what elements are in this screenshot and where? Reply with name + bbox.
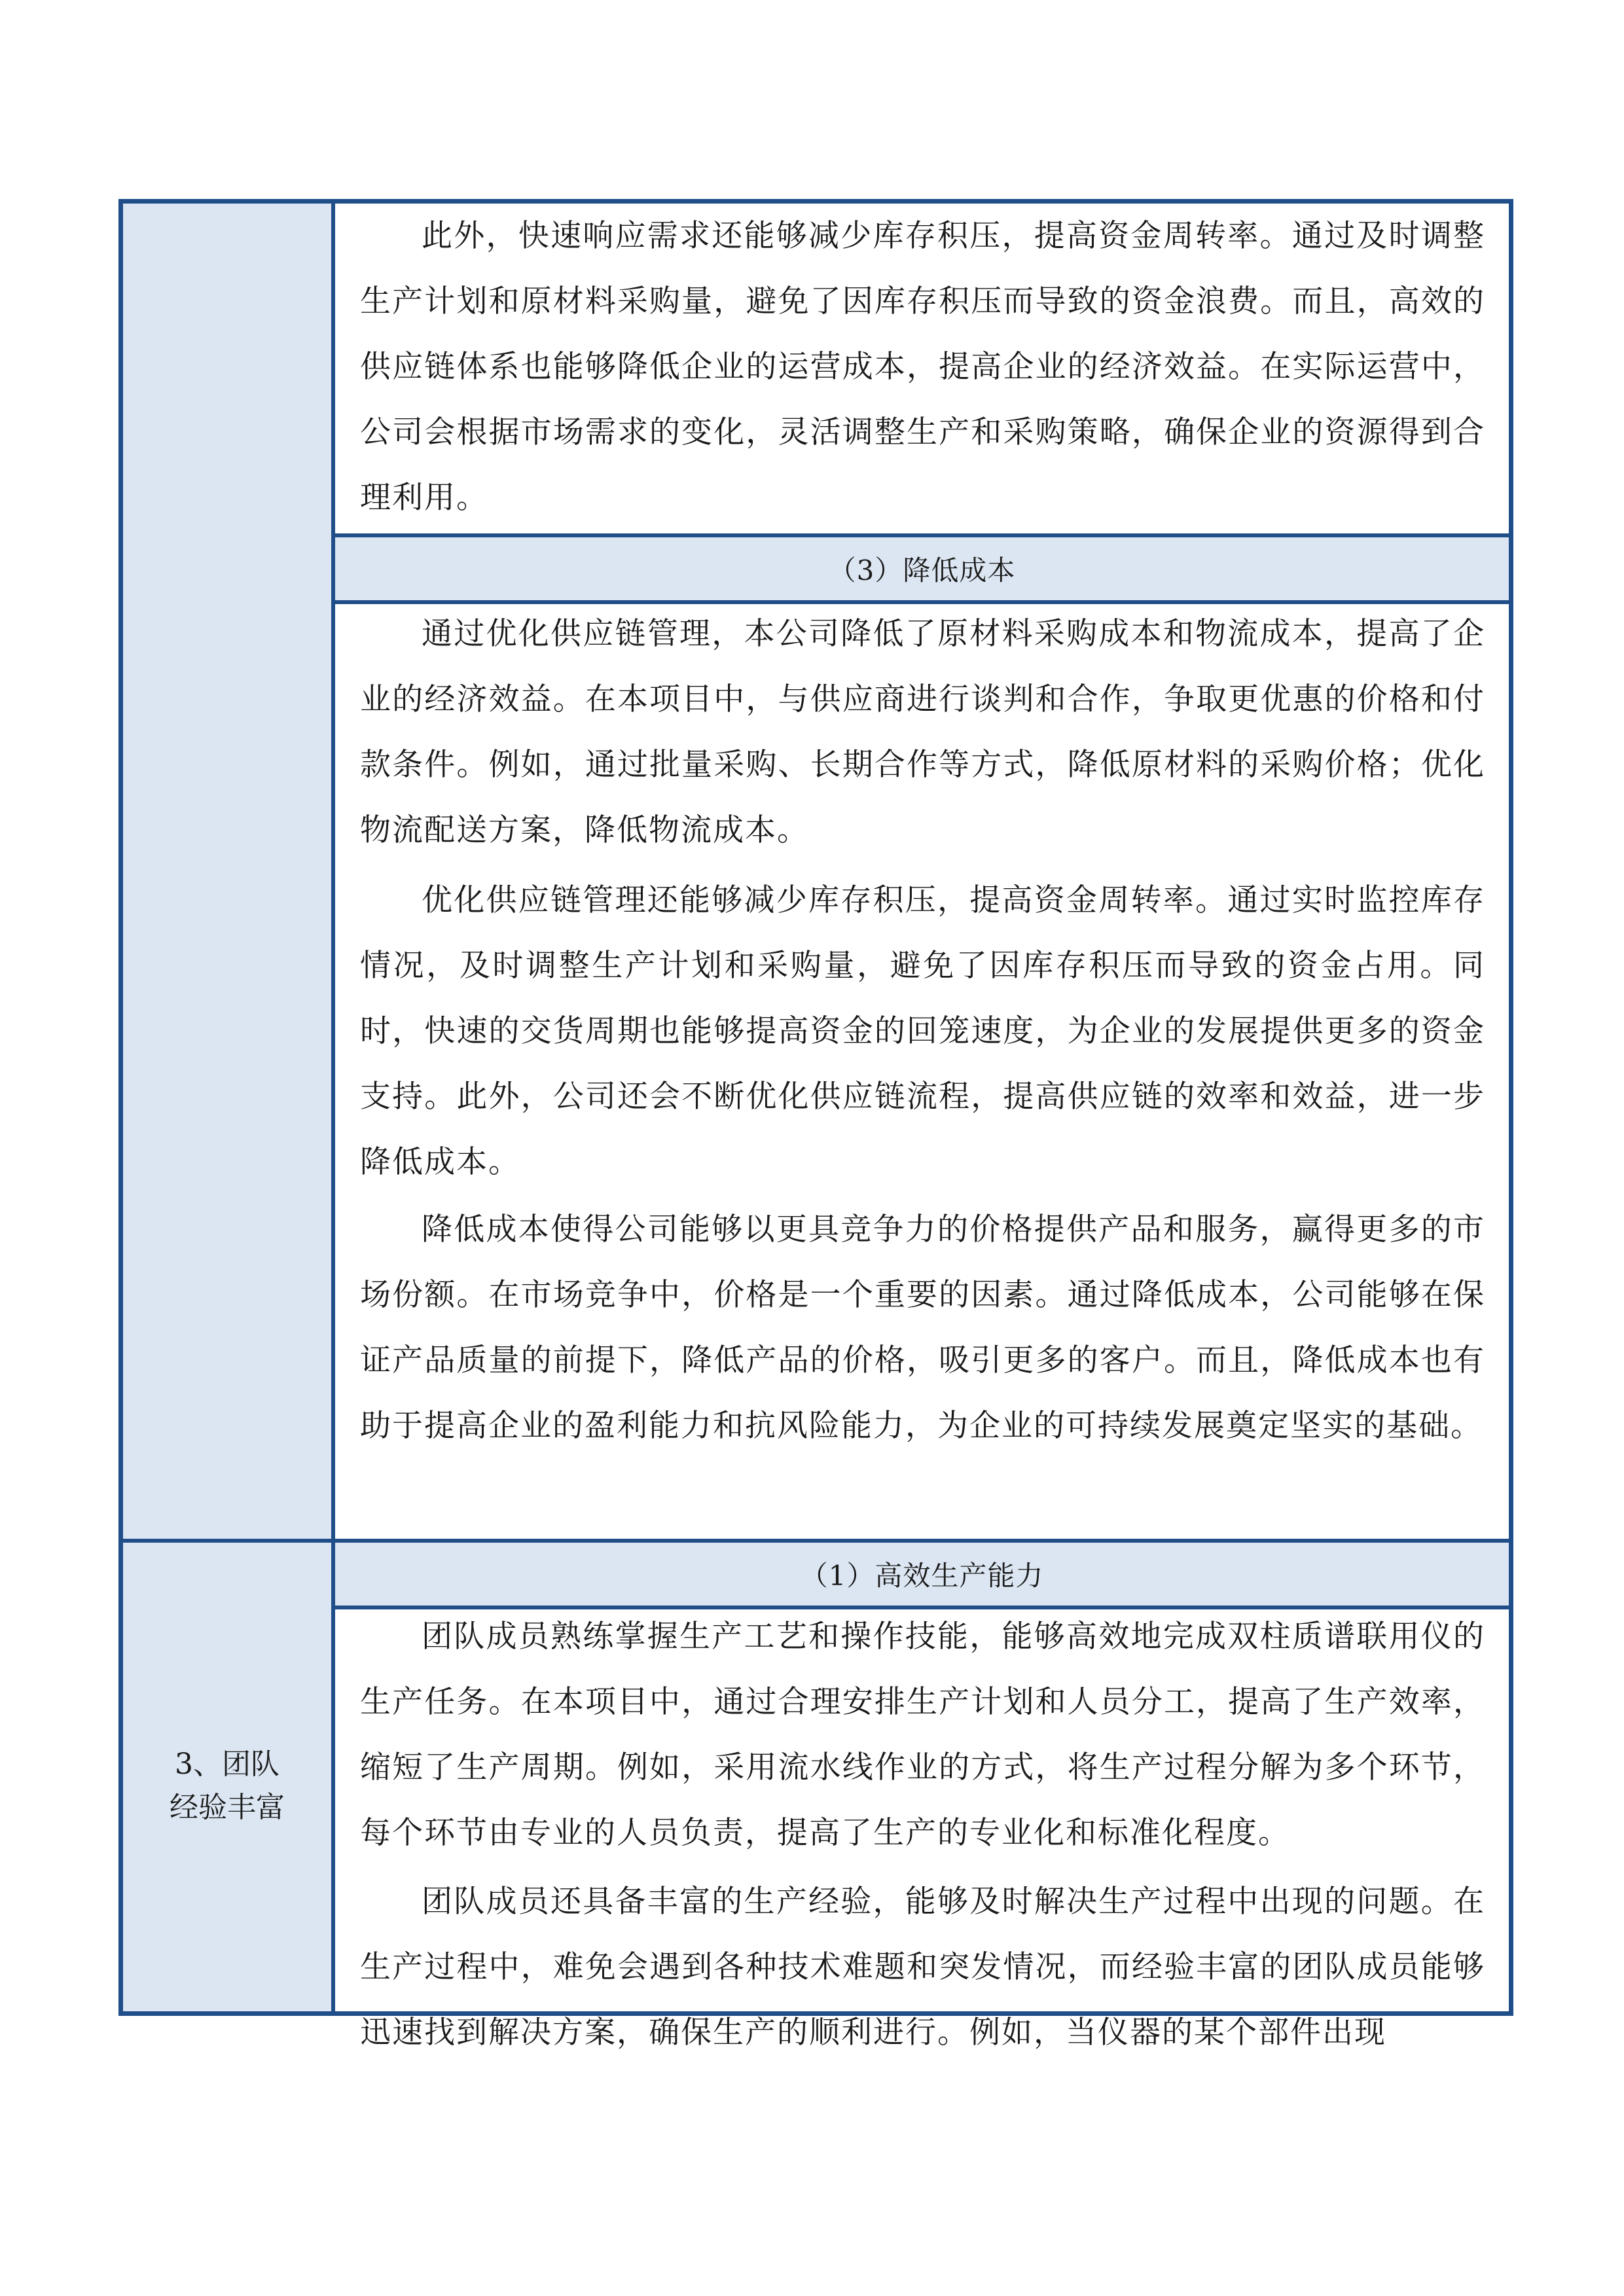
row-label-team: 3、团队经验丰富: [170, 1748, 285, 1824]
row-divider-1: [335, 533, 1509, 537]
row-divider-3: [123, 1539, 1509, 1543]
paragraph-cost-1: 通过优化供应链管理，本公司降低了原材料采购成本和物流成本，提高了企业的经济效益。在本项目中，与供应商进行谈判和合作，争取更优惠的价格和付款条件。例如，通过批量采购、长期合作等方式，降低原材料的采购价格；优化物流配送方案，降低物流成本。: [360, 616, 1485, 848]
paragraph-cost-2: 优化供应链管理还能够减少库存积压，提高资金周转率。通过实时监控库存情况，及时调整生产计划和采购量，避免了因库存积压而导致的资金占用。同时，快速的交货周期也能够提高资金的回笼速度，为企业的发展提供更多的资金支持。此外，公司还会不断优化供应链流程，提高供应链的效率和效益，进一步降低成本。: [360, 882, 1485, 1180]
paragraph-team-2: 团队成员还具备丰富的生产经验，能够及时解决生产过程中出现的问题。在生产过程中，难免会遇到各种技术难题和突发情况，而经验丰富的团队成员能够迅速找到解决方案，确保生产的顺利进行。例如，当仪器的某个部件出现: [360, 1884, 1485, 2051]
left-cell-continuation: [123, 204, 331, 1539]
heading-efficient-production: [335, 1543, 1509, 1605]
heading-cost-reduction-text: （3）降低成本: [828, 554, 1016, 586]
paragraph-team-1: 团队成员熟练掌握生产工艺和操作技能，能够高效地完成双柱质谱联用仪的生产任务。在本项目中，通过合理安排生产计划和人员分工，提高了生产效率，缩短了生产周期。例如，采用流水线作业的方式，将生产过程分解为多个环节，每个环节由专业的人员负责，提高了生产的专业化和标准化程度。: [360, 1619, 1485, 1851]
heading-cost-reduction: [335, 537, 1509, 600]
column-divider: [331, 204, 335, 2011]
heading-efficient-production-text: （1）高效生产能力: [800, 1560, 1044, 1592]
paragraph-cost-3: 降低成本使得公司能够以更具竞争力的价格提供产品和服务，赢得更多的市场份额。在市场竞争中，价格是一个重要的因素。通过降低成本，公司能够在保证产品质量的前提下，降低产品的价格，吸引更多的客户。而且，降低成本也有助于提高企业的盈利能力和抗风险能力，为企业的可持续发展奠定坚实的基础。: [360, 1211, 1485, 1444]
content-table: [118, 199, 1513, 2051]
paragraph-rapid-response: 此外，快速响应需求还能够减少库存积压，提高资金周转率。通过及时调整生产计划和原材料采购量，避免了因库存积压而导致的资金浪费。而且，高效的供应链体系也能够降低企业的运营成本，提高企业的经济效益。在实际运营中，公司会根据市场需求的变化，灵活调整生产和采购策略，确保企业的资源得到合理利用。: [360, 218, 1485, 516]
